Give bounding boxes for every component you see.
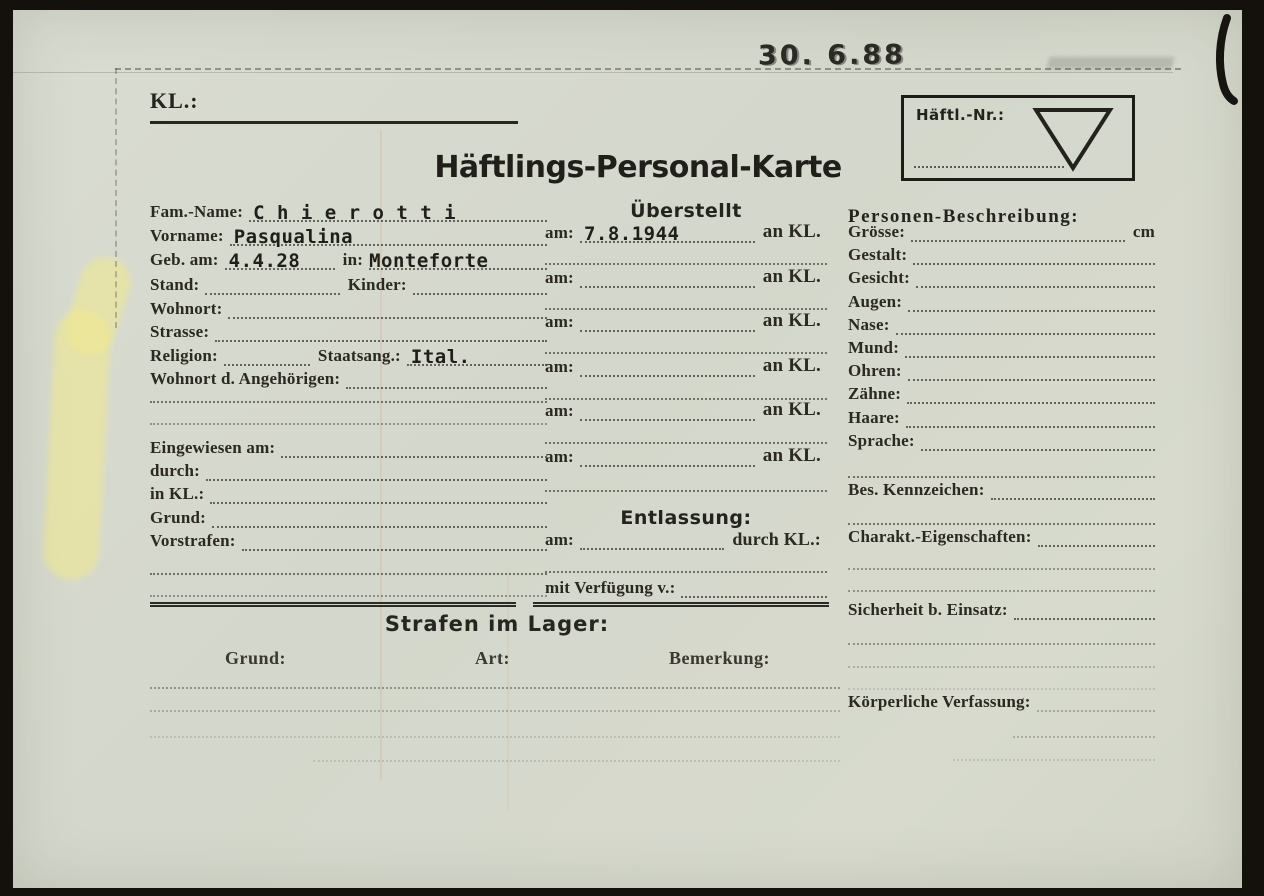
an-kl-label: an KL. xyxy=(762,221,821,242)
field-line xyxy=(896,311,1155,335)
an-kl-label: an KL. xyxy=(762,445,821,466)
field-line xyxy=(224,342,310,366)
field-line xyxy=(228,295,547,319)
section-rule xyxy=(150,602,516,607)
field-charakter xyxy=(848,523,1155,547)
field-line xyxy=(580,308,755,332)
dotted-line xyxy=(150,736,840,738)
field-angehoerige xyxy=(150,365,547,389)
am-label: am: xyxy=(545,223,574,242)
field-label: in: xyxy=(342,250,364,269)
prisoner-number-label: Häftl.-Nr.: xyxy=(916,106,1005,124)
field-zaehne xyxy=(848,380,1155,404)
field-line xyxy=(413,271,547,295)
field-line xyxy=(916,264,1155,288)
release-row xyxy=(545,526,827,550)
an-kl-label: an KL. xyxy=(762,310,821,331)
field-augen xyxy=(848,288,1155,312)
field-sicherheit xyxy=(848,596,1155,620)
divider xyxy=(13,72,1173,73)
field-line xyxy=(906,404,1155,428)
typed-value: Ital. xyxy=(410,346,471,368)
field-line xyxy=(281,434,547,458)
field-label: Mund: xyxy=(848,338,900,357)
card-border xyxy=(115,68,1181,70)
field-fam-name xyxy=(150,198,547,222)
transfer-row xyxy=(545,353,827,377)
dotted-line xyxy=(313,760,840,762)
field-label: Zähne: xyxy=(848,384,902,403)
field-line xyxy=(580,264,755,288)
field-label: Gesicht: xyxy=(848,268,911,287)
field-gesicht xyxy=(848,264,1155,288)
field-haare xyxy=(848,404,1155,428)
transfer-row xyxy=(545,443,827,467)
dotted-line xyxy=(150,573,547,575)
field-line xyxy=(905,334,1155,358)
field-line xyxy=(580,219,755,243)
field-line xyxy=(212,504,547,528)
typed-value: Monteforte xyxy=(369,250,489,272)
field-kennzeichen xyxy=(848,476,1155,500)
field-label: Fam.-Name: xyxy=(150,202,244,221)
field-label: Religion: xyxy=(150,346,218,365)
section-rule xyxy=(533,602,829,607)
field-line xyxy=(911,218,1125,242)
field-in-kl xyxy=(150,480,547,504)
field-label: Gestalt: xyxy=(848,245,908,264)
field-label: Haare: xyxy=(848,408,900,427)
transfer-row xyxy=(545,397,827,421)
kl-underline xyxy=(150,121,518,124)
field-line xyxy=(230,222,547,246)
dotted-line xyxy=(150,595,547,597)
dotted-line xyxy=(848,590,1155,592)
field-label: Nase: xyxy=(848,315,890,334)
field-groesse xyxy=(848,218,1155,242)
field-label: Grösse: xyxy=(848,222,906,241)
field-label: Kinder: xyxy=(347,275,407,294)
am-label: am: xyxy=(545,312,574,331)
field-label: Charakt.-Eigenschaften: xyxy=(848,527,1032,546)
am-label: am: xyxy=(545,357,574,376)
field-mund xyxy=(848,334,1155,358)
prisoner-number-box xyxy=(901,95,1135,181)
field-label: Vorstrafen: xyxy=(150,531,236,550)
dotted-line xyxy=(150,423,547,425)
field-religion-staatsang xyxy=(150,342,547,366)
penalty-col-bemerkung: Bemerkung: xyxy=(669,648,770,668)
am-label: am: xyxy=(545,268,574,287)
field-verfassung xyxy=(848,688,1155,712)
verfuegung-label: mit Verfügung v.: xyxy=(545,578,676,597)
dotted-line xyxy=(1013,736,1155,738)
field-geburt xyxy=(150,246,547,270)
am-label: am: xyxy=(545,401,574,420)
field-line xyxy=(908,357,1155,381)
field-line xyxy=(908,288,1155,312)
typed-value: 7.8.1944 xyxy=(583,223,680,245)
an-kl-label: an KL. xyxy=(762,399,821,420)
field-label: Grund: xyxy=(150,508,206,527)
release-header: Entlassung: xyxy=(620,507,752,529)
typed-value: C h i e r o t t i xyxy=(253,202,457,224)
scanned-card xyxy=(13,10,1242,888)
field-label: Bes. Kennzeichen: xyxy=(848,480,985,499)
field-line xyxy=(1038,523,1155,547)
field-line xyxy=(580,443,755,467)
card-border xyxy=(115,68,117,328)
transfer-row xyxy=(545,308,827,332)
field-vorname xyxy=(150,222,547,246)
dotted-line xyxy=(848,643,1155,645)
field-line xyxy=(913,241,1155,265)
field-line xyxy=(580,526,724,550)
field-label: Sprache: xyxy=(848,431,915,450)
field-label: Staatsang.: xyxy=(317,346,401,365)
durch-kl-label: durch KL.: xyxy=(732,529,821,549)
field-line xyxy=(907,380,1155,404)
field-line xyxy=(242,527,547,551)
field-vorstrafen xyxy=(150,527,547,551)
field-wohnort xyxy=(150,295,547,319)
field-ohren xyxy=(848,357,1155,381)
field-line xyxy=(921,427,1155,451)
am-label: am: xyxy=(545,447,574,466)
dotted-line xyxy=(150,401,547,403)
dotted-line xyxy=(150,687,840,689)
am-label: am: xyxy=(545,530,574,549)
field-line xyxy=(206,457,547,481)
page-title: Häftlings-Personal-Karte xyxy=(434,150,842,185)
field-nase xyxy=(848,311,1155,335)
inverted-triangle-icon xyxy=(1032,106,1114,172)
field-strasse xyxy=(150,318,547,342)
field-label: Strasse: xyxy=(150,322,210,341)
field-line xyxy=(1037,688,1155,712)
an-kl-label: an KL. xyxy=(762,266,821,287)
field-line xyxy=(580,397,755,421)
typed-value: Pasqualina xyxy=(233,226,354,248)
field-label: Eingewiesen am: xyxy=(150,438,276,457)
field-line xyxy=(205,271,339,295)
field-line xyxy=(346,365,547,389)
ink-mark xyxy=(1213,12,1242,108)
description-header: Personen-Beschreibung: xyxy=(848,206,1080,227)
transfer-row xyxy=(545,264,827,288)
transfer-header: Überstellt xyxy=(630,200,742,222)
dotted-line xyxy=(545,490,827,492)
field-eingewiesen xyxy=(150,434,547,458)
cm-label: cm xyxy=(1132,222,1155,241)
penalty-col-art: Art: xyxy=(475,648,510,668)
date-stamp: 30. 6.88 xyxy=(757,39,906,72)
transfer-row xyxy=(545,219,827,243)
dotted-line xyxy=(953,759,1155,761)
verfuegung-row xyxy=(545,574,827,598)
penalties-header: Strafen im Lager: xyxy=(384,612,610,636)
field-gestalt xyxy=(848,241,1155,265)
field-line xyxy=(580,353,755,377)
field-label: Körperliche Verfassung: xyxy=(848,692,1031,711)
field-label: Stand: xyxy=(150,275,200,294)
field-label: Sicherheit b. Einsatz: xyxy=(848,600,1008,619)
field-label: Vorname: xyxy=(150,226,224,245)
field-sprache xyxy=(848,427,1155,451)
field-line xyxy=(225,246,335,270)
field-label: Ohren: xyxy=(848,361,902,380)
field-durch xyxy=(150,457,547,481)
field-stand-kinder xyxy=(150,271,547,295)
typed-value: 4.4.28 xyxy=(228,250,301,272)
field-label: in KL.: xyxy=(150,484,205,503)
field-line xyxy=(369,246,547,270)
field-line xyxy=(407,342,547,366)
field-line xyxy=(215,318,547,342)
field-label: Geb. am: xyxy=(150,250,219,269)
dotted-line xyxy=(848,666,1155,668)
field-label: Augen: xyxy=(848,292,903,311)
dotted-line xyxy=(150,710,840,712)
yellow-marker-streak xyxy=(42,309,112,582)
field-label: Wohnort d. Angehörigen: xyxy=(150,369,341,388)
an-kl-label: an KL. xyxy=(762,355,821,376)
field-grund xyxy=(150,504,547,528)
field-label: Wohnort: xyxy=(150,299,223,318)
dotted-line xyxy=(545,571,827,573)
field-line xyxy=(991,476,1155,500)
dotted-line xyxy=(848,568,1155,570)
field-label: durch: xyxy=(150,461,201,480)
field-line xyxy=(210,480,547,504)
field-line xyxy=(249,198,547,222)
penalty-col-grund: Grund: xyxy=(225,648,287,668)
field-line xyxy=(1014,596,1155,620)
kl-label: KL.: xyxy=(150,88,199,113)
field-line xyxy=(681,574,827,598)
